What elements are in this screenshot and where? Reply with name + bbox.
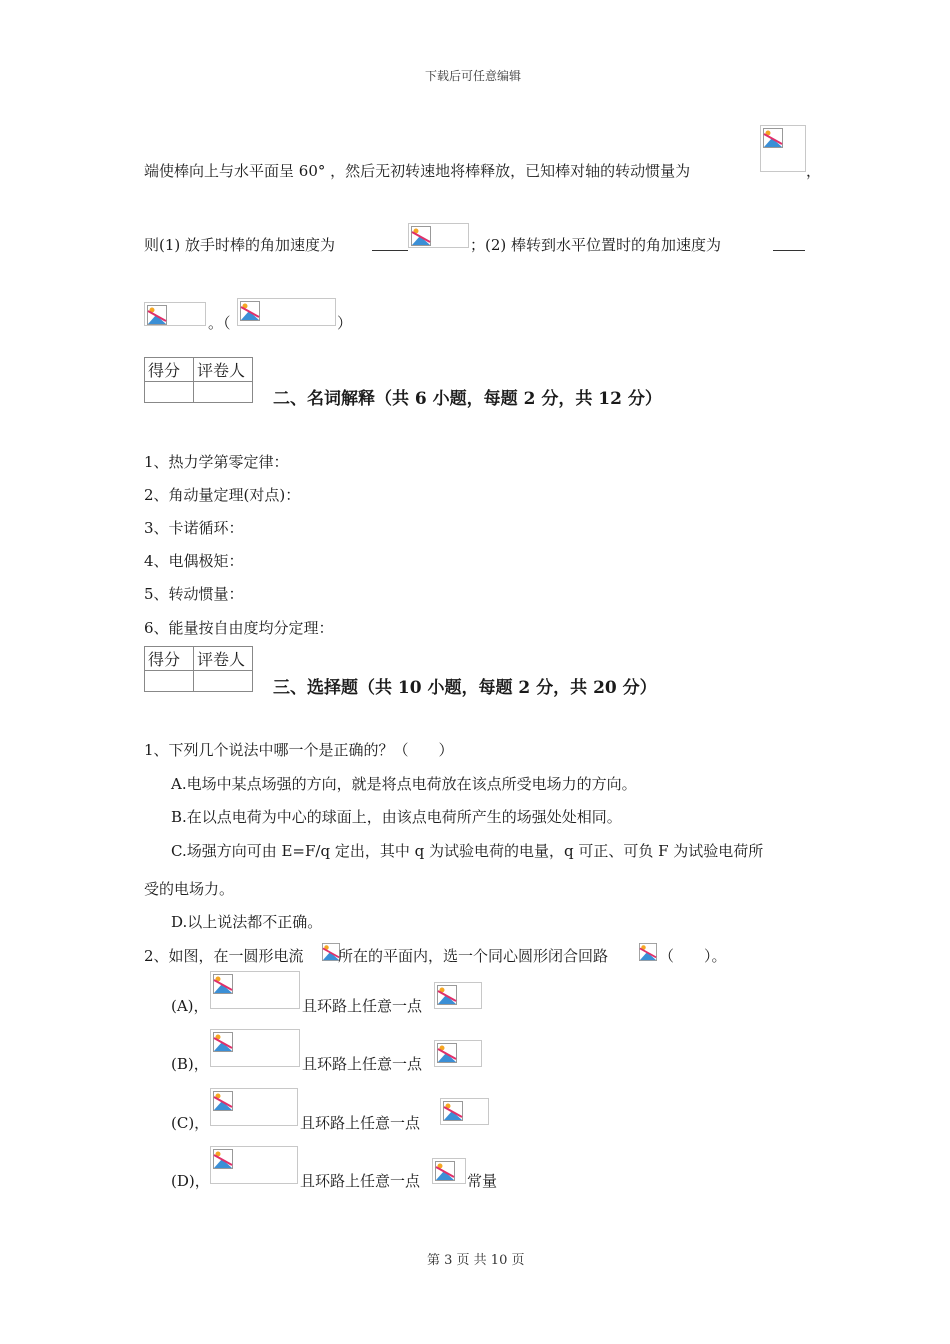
score-label: 得分 bbox=[145, 647, 194, 671]
score-table bbox=[144, 357, 253, 403]
problem-line-3b: ） bbox=[337, 314, 353, 332]
formula-image bbox=[210, 1146, 298, 1184]
score-cell bbox=[145, 671, 194, 692]
problem-line-1: 端使棒向上与水平面呈 60° ，然后无初转速地将棒释放，已知棒对轴的转动惯量为 bbox=[144, 162, 691, 180]
broken-image-icon bbox=[213, 974, 233, 994]
formula-image bbox=[434, 982, 482, 1009]
option-c-cont: 受的电场力。 bbox=[144, 880, 235, 898]
list-item: 6、能量按自由度均分定理： bbox=[144, 619, 334, 637]
option-a: A.电场中某点场强的方向，就是将点电荷放在该点所受电场力的方向。 bbox=[171, 775, 637, 793]
broken-image-icon bbox=[763, 128, 783, 148]
list-item: 1、热力学第零定律： bbox=[144, 453, 289, 471]
broken-image-icon bbox=[437, 985, 457, 1005]
broken-image-icon bbox=[147, 305, 167, 325]
formula-image bbox=[210, 1088, 298, 1126]
option-text: 且环路上任意一点 bbox=[300, 1114, 421, 1132]
problem-line-2a: 则(1) 放手时棒的角加速度为 bbox=[144, 236, 336, 254]
section-title: 二、名词解释（共 6 小题，每题 2 分，共 12 分） bbox=[273, 389, 662, 409]
formula-image bbox=[320, 941, 338, 960]
question-stem-c: （ ）。 bbox=[659, 947, 727, 965]
answer-blank-1 bbox=[372, 236, 408, 251]
formula-image bbox=[237, 298, 336, 326]
formula-image bbox=[637, 941, 657, 960]
option-label: (B)， bbox=[171, 1055, 209, 1073]
broken-image-icon bbox=[213, 1032, 233, 1052]
question-stem: 2、如图，在一圆形电流 bbox=[144, 947, 304, 965]
broken-image-icon bbox=[435, 1161, 455, 1181]
list-item: 3、卡诺循环： bbox=[144, 519, 244, 537]
grader-cell bbox=[194, 671, 253, 692]
option-text: 且环路上任意一点 bbox=[302, 1055, 423, 1073]
formula-image bbox=[408, 223, 469, 248]
broken-image-icon bbox=[639, 943, 657, 961]
problem-line-2b: ；(2) 棒转到水平位置时的角加速度为 bbox=[470, 236, 722, 254]
question-stem: 1、下列几个说法中哪一个是正确的？（ ） bbox=[144, 741, 454, 759]
score-table bbox=[144, 646, 253, 692]
option-label: (A)， bbox=[171, 997, 209, 1015]
option-c: C.场强方向可由 E=F/q 定出，其中 q 为试验电荷的电量，q 可正、可负 F 为试验电荷所 bbox=[171, 842, 764, 860]
formula-image bbox=[210, 1029, 300, 1067]
formula-image bbox=[210, 971, 300, 1009]
formula-image bbox=[440, 1098, 489, 1125]
question-stem-b: 所在的平面内，选一个同心圆形闭合回路 bbox=[338, 947, 609, 965]
formula-image bbox=[432, 1158, 466, 1184]
option-text: 且环路上任意一点 bbox=[302, 997, 423, 1015]
grader-label: 评卷人 bbox=[194, 647, 253, 671]
formula-image bbox=[434, 1040, 482, 1067]
score-cell bbox=[145, 382, 194, 403]
option-b: B.在以点电荷为中心的球面上，由该点电荷所产生的场强处处相同。 bbox=[171, 808, 622, 826]
grader-label: 评卷人 bbox=[194, 358, 253, 382]
score-label: 得分 bbox=[145, 358, 194, 382]
problem-line-1-end: ， bbox=[806, 162, 822, 180]
formula-image bbox=[760, 125, 806, 172]
list-item: 5、转动惯量： bbox=[144, 585, 244, 603]
page-footer: 第 3 页 共 10 页 bbox=[427, 1253, 525, 1268]
option-d: D.以上说法都不正确。 bbox=[171, 913, 323, 931]
formula-image bbox=[144, 302, 206, 326]
broken-image-icon bbox=[213, 1149, 233, 1169]
broken-image-icon bbox=[213, 1091, 233, 1111]
problem-line-3a: 。（ bbox=[208, 314, 231, 332]
broken-image-icon bbox=[240, 301, 260, 321]
list-item: 4、电偶极矩： bbox=[144, 552, 244, 570]
broken-image-icon bbox=[437, 1043, 457, 1063]
page-header: 下载后可任意编辑 bbox=[425, 69, 522, 83]
option-label: (D)， bbox=[171, 1172, 210, 1190]
option-end: 常量 bbox=[467, 1172, 498, 1190]
section-title: 三、选择题（共 10 小题，每题 2 分，共 20 分） bbox=[273, 678, 657, 698]
list-item: 2、角动量定理(对点)： bbox=[144, 486, 301, 504]
grader-cell bbox=[194, 382, 253, 403]
broken-image-icon bbox=[443, 1101, 463, 1121]
answer-blank-2 bbox=[773, 236, 805, 251]
option-text: 且环路上任意一点 bbox=[300, 1172, 421, 1190]
option-label: (C)， bbox=[171, 1114, 210, 1132]
broken-image-icon bbox=[411, 226, 431, 246]
